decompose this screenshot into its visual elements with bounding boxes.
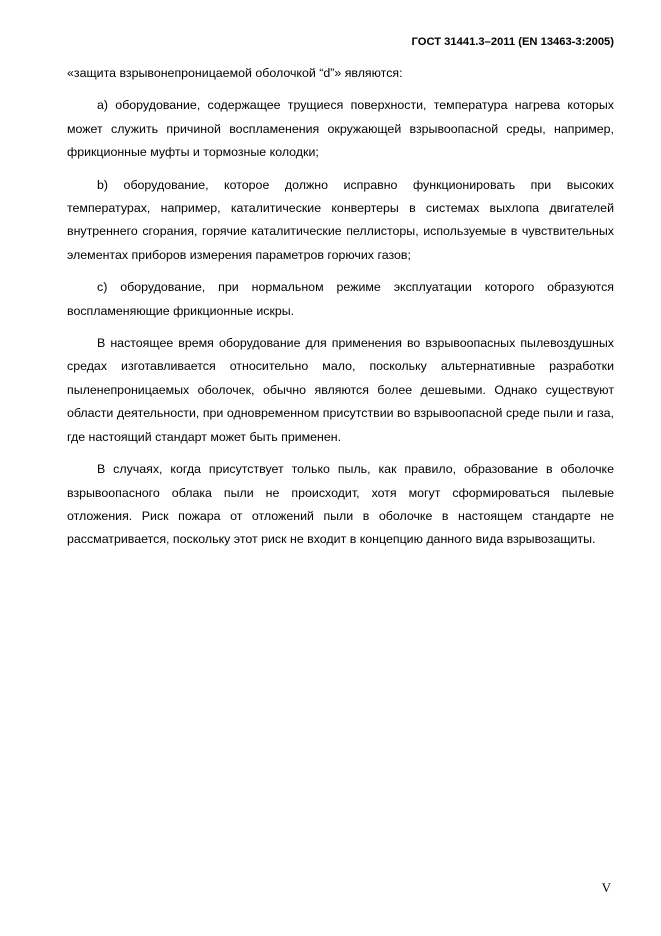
paragraph-dust-only: В случаях, когда присутствует только пыль, как правило, образование в оболочке взрывоопасного облака пыли не происходит, хотя могут сформироваться пылевые отложения. Риск пожара от отложений пыли в оболочке в настоящем стандарте не рассматривается, поскольку этот риск не входит в концепцию данного вида взрывозащиты. <box>67 462 614 547</box>
page-number: V <box>601 880 611 895</box>
document-body <box>67 62 614 561</box>
list-item-c: c) оборудование, при нормальном режиме эксплуатации которого образуются воспламеняющие фрикционные искры. <box>67 280 614 318</box>
page-header: ГОСТ 31441.3–2011 (EN 13463-3:2005) <box>411 36 614 48</box>
list-item-b: b) оборудование, которое должно исправно функционировать при высоких температурах, например, каталитические конвертеры в системах выхлопа двигателей внутреннего сгорания, горячие каталитические пеллисторы, используемые в чувствительных элементах приборов измерения параметров горючих газов; <box>67 177 614 262</box>
list-item-a: a) оборудование, содержащее трущиеся поверхности, температура нагрева которых может служить причиной воспламенения окружающей взрывоопасной среды, например, фрикционные муфты и тормозные колодки; <box>67 98 614 160</box>
paragraph-intro-continuation: «защита взрывонепроницаемой оболочкой “d”» являются: <box>67 66 403 80</box>
paragraph-dust-equipment: В настоящее время оборудование для применения во взрывоопасных пылевоздушных средах изготавливается относительно мало, поскольку альтернативные разработки пыленепроницаемых оболочек, обычно являются более дешевыми. Однако существуют области деятельности, при одновременном присутствии во взрывоопасной среде пыли и газа, где настоящий стандарт может быть применен. <box>67 336 614 444</box>
